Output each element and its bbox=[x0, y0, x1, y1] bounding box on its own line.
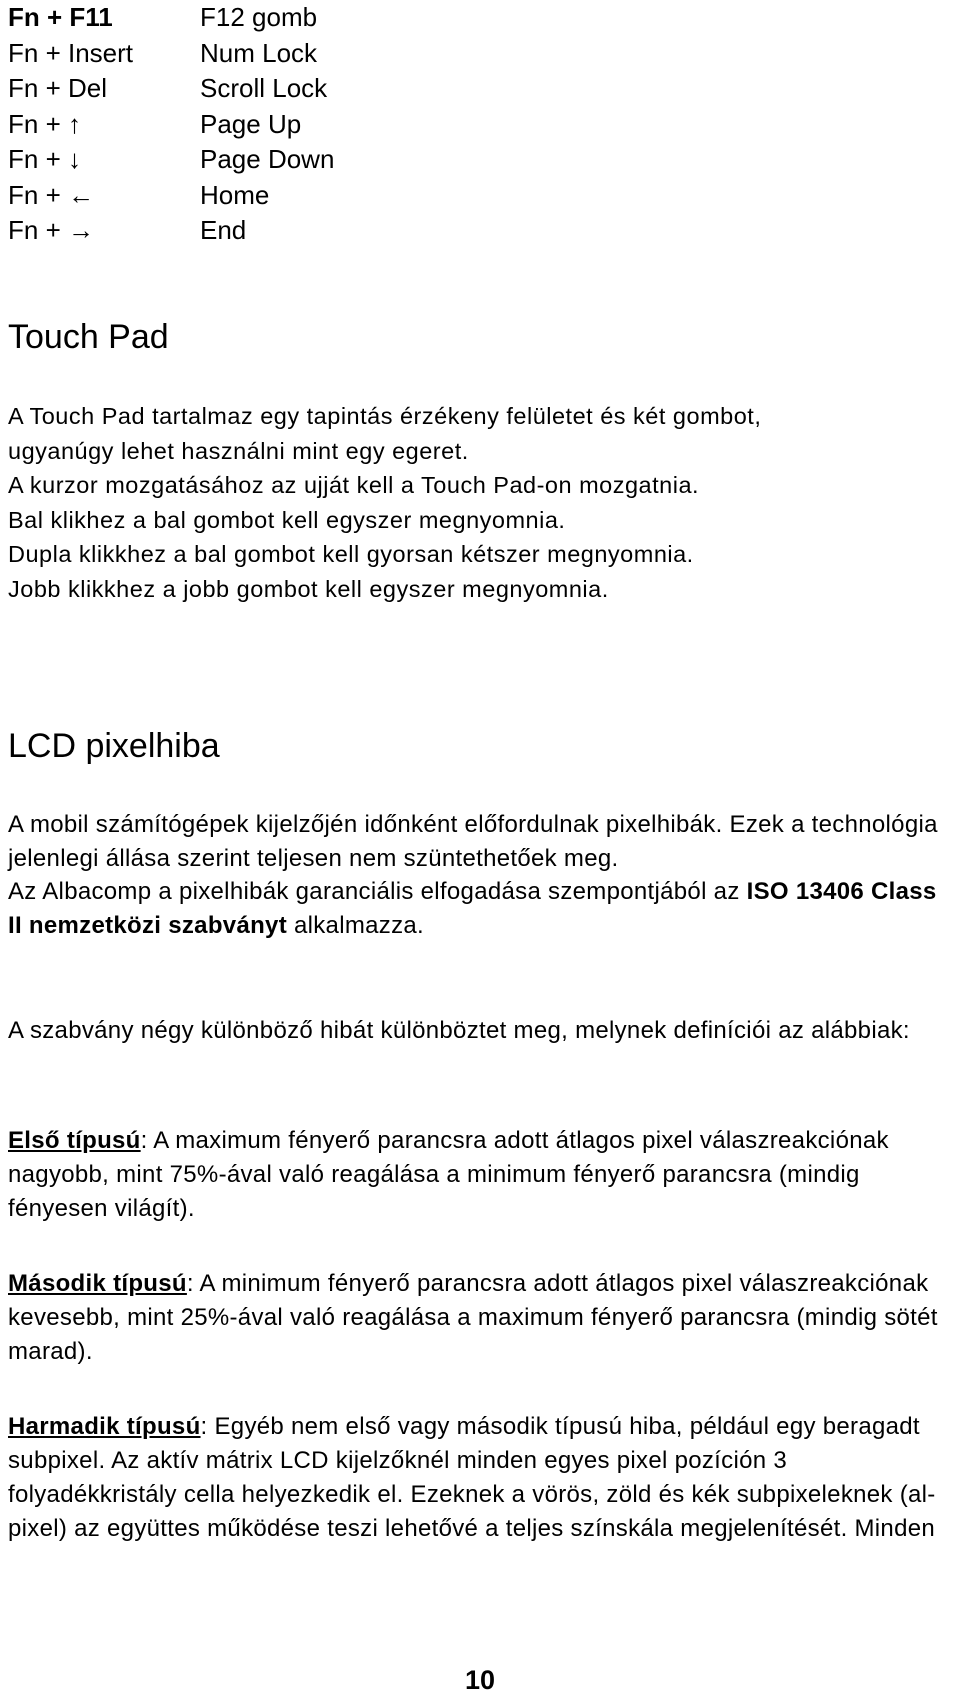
shortcut-action: Home bbox=[200, 179, 270, 210]
shortcut-action: F12 gomb bbox=[200, 2, 318, 32]
shortcut-combo: Fn + Del bbox=[8, 73, 107, 103]
shortcut-action: Page Up bbox=[200, 108, 302, 139]
shortcut-row bbox=[8, 71, 334, 107]
touchpad-line: Dupla klikkhez a bal gombot kell gyorsan kétszer megnyomnia. bbox=[8, 541, 694, 567]
defect-type-label: Második típusú bbox=[8, 1270, 187, 1297]
shortcut-row bbox=[8, 178, 334, 214]
touchpad-line: A Touch Pad tartalmaz egy tapintás érzékeny felületet és két gombot, bbox=[8, 403, 762, 429]
lcd-intro-text: Az Albacomp a pixelhibák garanciális elfogadása szempontjából az bbox=[8, 878, 747, 905]
shortcut-action: Scroll Lock bbox=[200, 73, 328, 103]
defect-type-label: Harmadik típusú bbox=[8, 1413, 201, 1440]
defect-type-text: : A maximum fényerő parancsra adott átlagos pixel válaszreakciónak nagyobb, mint 75%-ával való reagálása a minimum fényerő parancsra (mindig fényesen világít). bbox=[8, 1127, 889, 1222]
lcd-intro-paragraph-2 bbox=[8, 875, 953, 942]
defect-type-1 bbox=[8, 1124, 953, 1226]
touchpad-line: A kurzor mozgatásához az ujját kell a Touch Pad-on mozgatnia. bbox=[8, 472, 700, 498]
shortcut-combo: Fn + → bbox=[8, 215, 94, 245]
defect-type-2 bbox=[8, 1267, 953, 1369]
defect-type-text: : A minimum fényerő parancsra adott átlagos pixel válaszreakciónak kevesebb, mint 25%-ával való reagálása a maximum fényerő parancsra (mindig sötét marad). bbox=[8, 1270, 938, 1365]
defect-type-label: Első típusú bbox=[8, 1127, 141, 1154]
page-number: 10 bbox=[465, 1665, 496, 1695]
standard-name: ISO 13406 Class II nemzetközi szabványt bbox=[8, 878, 937, 939]
lcd-heading: LCD pixelhiba bbox=[8, 727, 220, 765]
touchpad-heading: Touch Pad bbox=[8, 318, 169, 356]
shortcut-combo: Fn + ↑ bbox=[8, 108, 81, 139]
shortcut-row bbox=[8, 0, 334, 36]
shortcut-combo: Fn + Insert bbox=[8, 37, 133, 68]
shortcut-combo: Fn + F11 bbox=[8, 2, 113, 32]
shortcut-row bbox=[8, 142, 334, 178]
shortcut-action: End bbox=[200, 215, 247, 245]
defect-type-3 bbox=[8, 1410, 953, 1546]
shortcut-combo: Fn + ↓ bbox=[8, 144, 81, 174]
defect-type-text: : Egyéb nem első vagy második típusú hiba, például egy beragadt subpixel. Az aktív mátrix LCD kijelzőknél minden egyes pixel pozíción 3 folyadékkristály cella helyezkedik el. Ezeknek a vörös, zöld és kék subpixeleknek (al-pixel) az együttes működése teszi lehetővé a teljes színskála megjelenítését. Minden bbox=[8, 1413, 936, 1542]
lcd-intro bbox=[8, 808, 953, 942]
shortcut-row bbox=[8, 107, 334, 143]
shortcut-row bbox=[8, 36, 334, 72]
lcd-intro-text: alkalmazza. bbox=[287, 911, 424, 939]
lcd-intro-paragraph-1: A mobil számítógépek kijelzőjén időnként előfordulnak pixelhibák. Ezek a technológia jelenlegi állása szerint teljesen nem szüntethetőek meg. bbox=[8, 811, 938, 872]
standard-intro-text: A szabvány négy különböző hibát különböztet meg, melynek definíciói az alábbiak: bbox=[8, 1017, 910, 1044]
shortcut-action: Page Down bbox=[200, 144, 335, 174]
shortcut-action: Num Lock bbox=[200, 37, 318, 68]
touchpad-description bbox=[8, 399, 953, 606]
shortcut-row bbox=[8, 213, 334, 249]
shortcut-table bbox=[8, 0, 334, 249]
standard-intro bbox=[8, 1014, 953, 1048]
touchpad-line: Bal klikhez a bal gombot kell egyszer megnyomnia. bbox=[8, 506, 566, 533]
touchpad-line: Jobb klikkhez a jobb gombot kell egyszer megnyomnia. bbox=[8, 575, 609, 602]
shortcut-combo: Fn + ← bbox=[8, 179, 94, 210]
touchpad-line: ugyanúgy lehet használni mint egy egeret. bbox=[8, 437, 469, 464]
